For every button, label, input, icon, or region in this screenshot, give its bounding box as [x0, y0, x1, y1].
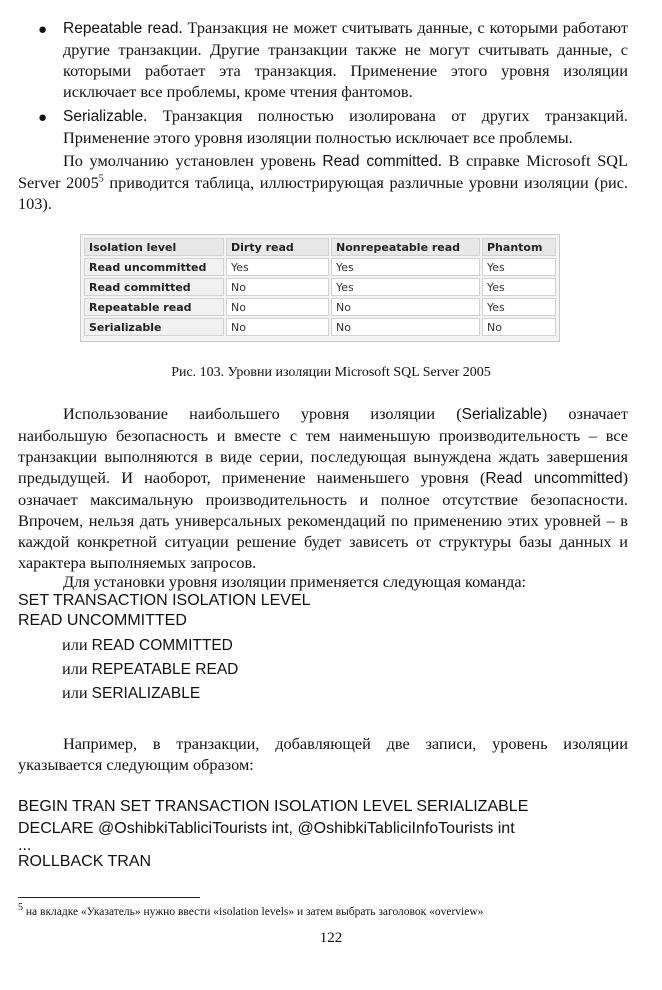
table-cell: Serializable — [84, 318, 224, 336]
table-cell: No — [482, 318, 556, 336]
bullet-marker: ● — [38, 22, 48, 38]
table-row — [84, 298, 556, 316]
bullet-text: . Транзакция полностью изолирована от других транзакций. Применение этого уровня изоляции полностью исключает все проблемы. — [63, 106, 628, 147]
alternative-line — [62, 683, 200, 703]
table-header: Dirty read — [226, 238, 329, 256]
code-line: READ UNCOMMITTED — [18, 612, 187, 629]
table-cell: Repeatable read — [84, 298, 224, 316]
table-cell: Read committed — [84, 278, 224, 296]
table-cell: Yes — [482, 258, 556, 276]
or-word: или — [62, 659, 88, 678]
table-cell: Yes — [482, 298, 556, 316]
or-word: или — [62, 683, 88, 702]
code-line: SET TRANSACTION ISOLATION LEVEL — [18, 592, 311, 609]
bullet-term: Serializable — [63, 108, 144, 125]
footnote — [18, 902, 484, 918]
alternative-level: READ COMMITTED — [91, 637, 233, 654]
figure-caption: Рис. 103. Уровни изоляции Microsoft SQL Server 2005 — [171, 365, 491, 380]
table-cell: Yes — [331, 278, 480, 296]
table-row — [84, 318, 556, 336]
table-cell: Yes — [226, 258, 329, 276]
isolation-levels-figure — [80, 234, 560, 342]
table-header: Isolation level — [84, 238, 224, 256]
table-cell: No — [331, 298, 480, 316]
table-cell: Read uncommitted — [84, 258, 224, 276]
intro-text: По умолчанию установлен уровень — [63, 151, 323, 170]
example-code-block — [18, 797, 528, 872]
body-paragraph — [18, 403, 628, 573]
or-word: или — [62, 635, 88, 654]
bullet-term: Repeatable read — [63, 20, 179, 37]
code-line: BEGIN TRAN SET TRANSACTION ISOLATION LEVEL SERIALIZABLE — [18, 798, 529, 815]
code-line: ... — [18, 837, 32, 854]
intro-text: . В справке Microsoft SQL Server 2005 — [18, 151, 628, 192]
body-term: Serializable — [461, 406, 542, 423]
body-term: Read uncommitted — [485, 470, 623, 487]
table-cell: No — [331, 318, 480, 336]
body-text: Использование наибольшего уровня изоляции ( — [63, 404, 462, 423]
intro-term: Read committed — [322, 153, 438, 170]
footnote-reference: 5 — [98, 173, 104, 185]
isolation-levels-table — [82, 236, 558, 338]
table-cell: Yes — [331, 258, 480, 276]
table-row — [84, 258, 556, 276]
body-text: ) означает максимальную производительность и полное отсутствие безопасности. Впрочем, нельзя дать универсальных рекомендаций по применению этих уровней – в каждой конкретной ситуации решение будет зависеть от структуры базы данных и характера выполняемых запросов. — [18, 468, 629, 572]
intro-paragraph — [18, 150, 628, 214]
alternative-line — [62, 659, 238, 679]
page-number: 122 — [319, 930, 343, 946]
table-cell: No — [226, 318, 329, 336]
code-line: ROLLBACK TRAN — [18, 853, 152, 870]
footnote-number: 5 — [18, 902, 23, 914]
bullet-marker: ● — [38, 110, 48, 126]
example-intro: Например, в транзакции, добавляющей две записи, уровень изоляции указывается следующим образом: — [18, 734, 628, 774]
table-cell: Yes — [482, 278, 556, 296]
alternative-line — [62, 635, 233, 655]
bullet-repeatable-read — [63, 17, 628, 102]
bullet-serializable — [63, 105, 628, 148]
alternative-level: SERIALIZABLE — [91, 685, 201, 702]
command-block — [18, 591, 311, 631]
bullet-text: . Транзакция не может считывать данные, с которыми работают другие транзакции. Другие транзакции также не могут считывать данные, с которыми работает эта транзакция. Применение этого уровня изоляции исключает все проблемы, кроме чтения фантомов. — [63, 18, 628, 101]
body-text: ) означает наибольшую безопасность и вместе с тем наименьшую производительность – все транзакции выполняются в виде серии, последующая вынуждена ждать завершения предыдущей. И наоборот, применение наименьшего уровня ( — [18, 404, 628, 487]
command-intro: Для установки уровня изоляции применяется следующая команда: — [63, 572, 527, 591]
footnote-separator — [18, 897, 200, 898]
footnote-text: на вкладке «Указатель» нужно ввести «isolation levels» и затем выбрать заголовок «overview» — [23, 906, 484, 918]
table-header-row — [84, 238, 556, 256]
table-header: Nonrepeatable read — [331, 238, 480, 256]
alternative-level: REPEATABLE READ — [91, 661, 239, 678]
intro-text: приводится таблица, иллюстрирующая различные уровни изоляции (рис. 103). — [18, 173, 628, 213]
table-row — [84, 278, 556, 296]
table-header: Phantom — [482, 238, 556, 256]
table-cell: No — [226, 278, 329, 296]
table-cell: No — [226, 298, 329, 316]
code-line: DECLARE @OshibkiTabliciTourists int, @OshibkiTabliciInfoTourists int — [18, 820, 515, 837]
